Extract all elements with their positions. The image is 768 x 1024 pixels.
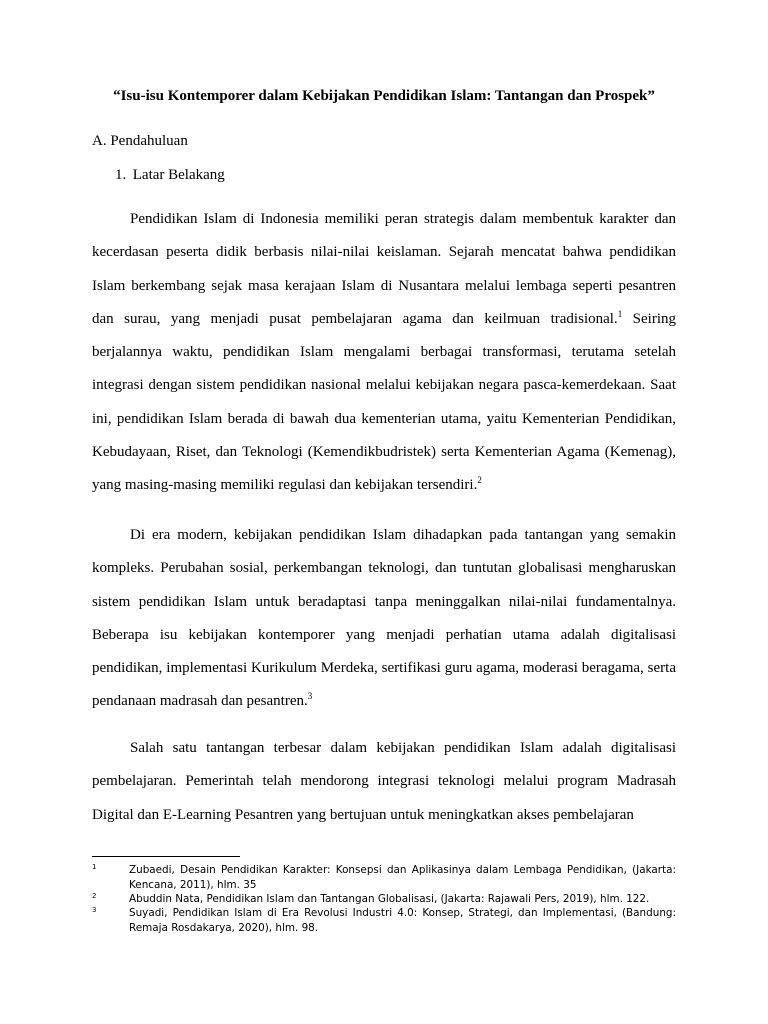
footnote — [92, 863, 676, 893]
footnote — [92, 906, 676, 936]
paragraph-text: Di era modern, kebijakan pendidikan Islam dihadapkan pada tantangan yang semakin kompleks. Perubahan sosial, perkembangan teknologi, dan tuntutan globalisasi mengharuskan sistem pendidikan Islam untuk beradaptasi tanpa meninggalkan nilai-nilai fundamentalnya. Beberapa isu kebijakan kontemporer yang menjadi perhatian utama adalah digitalisasi pendidikan, implementasi Kurikulum Merdeka, sertifikasi guru agama, moderasi beragama, serta pendanaan madrasah dan pesantren. — [92, 527, 676, 710]
subsection-number: 1. — [115, 167, 127, 183]
paragraph-text: Pendidikan Islam di Indonesia memiliki peran strategis dalam membentuk karakter dan kecerdasan peserta didik berbasis nilai-nilai keislaman. Sejarah mencatat bahwa pendidikan Islam berkembang sejak masa kerajaan Islam di Nusantara melalui lembaga seperti pesantren dan surau, yang menjadi pusat pembelajaran agama dan keilmuan tradisional. — [92, 211, 676, 327]
body-paragraph — [92, 732, 676, 832]
document-title: “Isu-isu Kontemporer dalam Kebijakan Pendidikan Islam: Tantangan dan Prospek” — [113, 88, 655, 104]
footnote-text: Suyadi, Pendidikan Islam di Era Revolusi Industri 4.0: Konsep, Strategi, dan Implementasi, (Bandung: Remaja Rosdakarya, 2020), hlm. 98. — [129, 907, 676, 934]
footnote — [92, 892, 676, 907]
subsection-heading — [115, 165, 225, 185]
footnote-text: Abuddin Nata, Pendidikan Islam dan Tantangan Globalisasi, (Jakarta: Rajawali Pers, 2019), hlm. 122. — [129, 893, 650, 905]
footnote-reference[interactable]: 3 — [307, 691, 313, 702]
subsection-label: Latar Belakang — [132, 167, 225, 183]
footnote-separator — [92, 856, 240, 857]
footnote-reference[interactable]: 2 — [477, 475, 482, 486]
body-paragraph — [92, 519, 676, 719]
footnote-reference[interactable]: 1 — [617, 308, 623, 319]
paragraph-text: Seiring berjalannya waktu, pendidikan Islam mengalami berbagai transformasi, terutama setelah integrasi dengan sistem pendidikan nasional melalui kebijakan negara pasca-kemerdekaan. Saat ini, pendidikan Islam berada di bawah dua kementerian utama, yaitu Kementerian Pendidikan, Kebudayaan, Riset, dan Teknologi (Kemendikbudristek) serta Kementerian Agama (Kemenag), yang masing-masing memiliki regulasi dan kebijakan tersendiri. — [92, 310, 676, 494]
section-heading: A. Pendahuluan — [92, 133, 188, 149]
footnote-number: 3 — [92, 906, 97, 914]
paragraph-text: Salah satu tantangan terbesar dalam kebijakan pendidikan Islam adalah digitalisasi pembelajaran. Pemerintah telah mendorong integrasi teknologi melalui program Madrasah Digital dan E-Learning Pesantren yang bertujuan untuk meningkatkan akses pembelajaran — [92, 740, 676, 823]
body-paragraph — [92, 203, 676, 503]
footnote-number: 2 — [92, 892, 97, 900]
footnote-number: 1 — [92, 863, 97, 871]
footnote-text: Zubaedi, Desain Pendidikan Karakter: Konsepsi dan Aplikasinya dalam Lembaga Pendidikan, (Jakarta: Kencana, 2011), hlm. 35 — [129, 864, 676, 891]
